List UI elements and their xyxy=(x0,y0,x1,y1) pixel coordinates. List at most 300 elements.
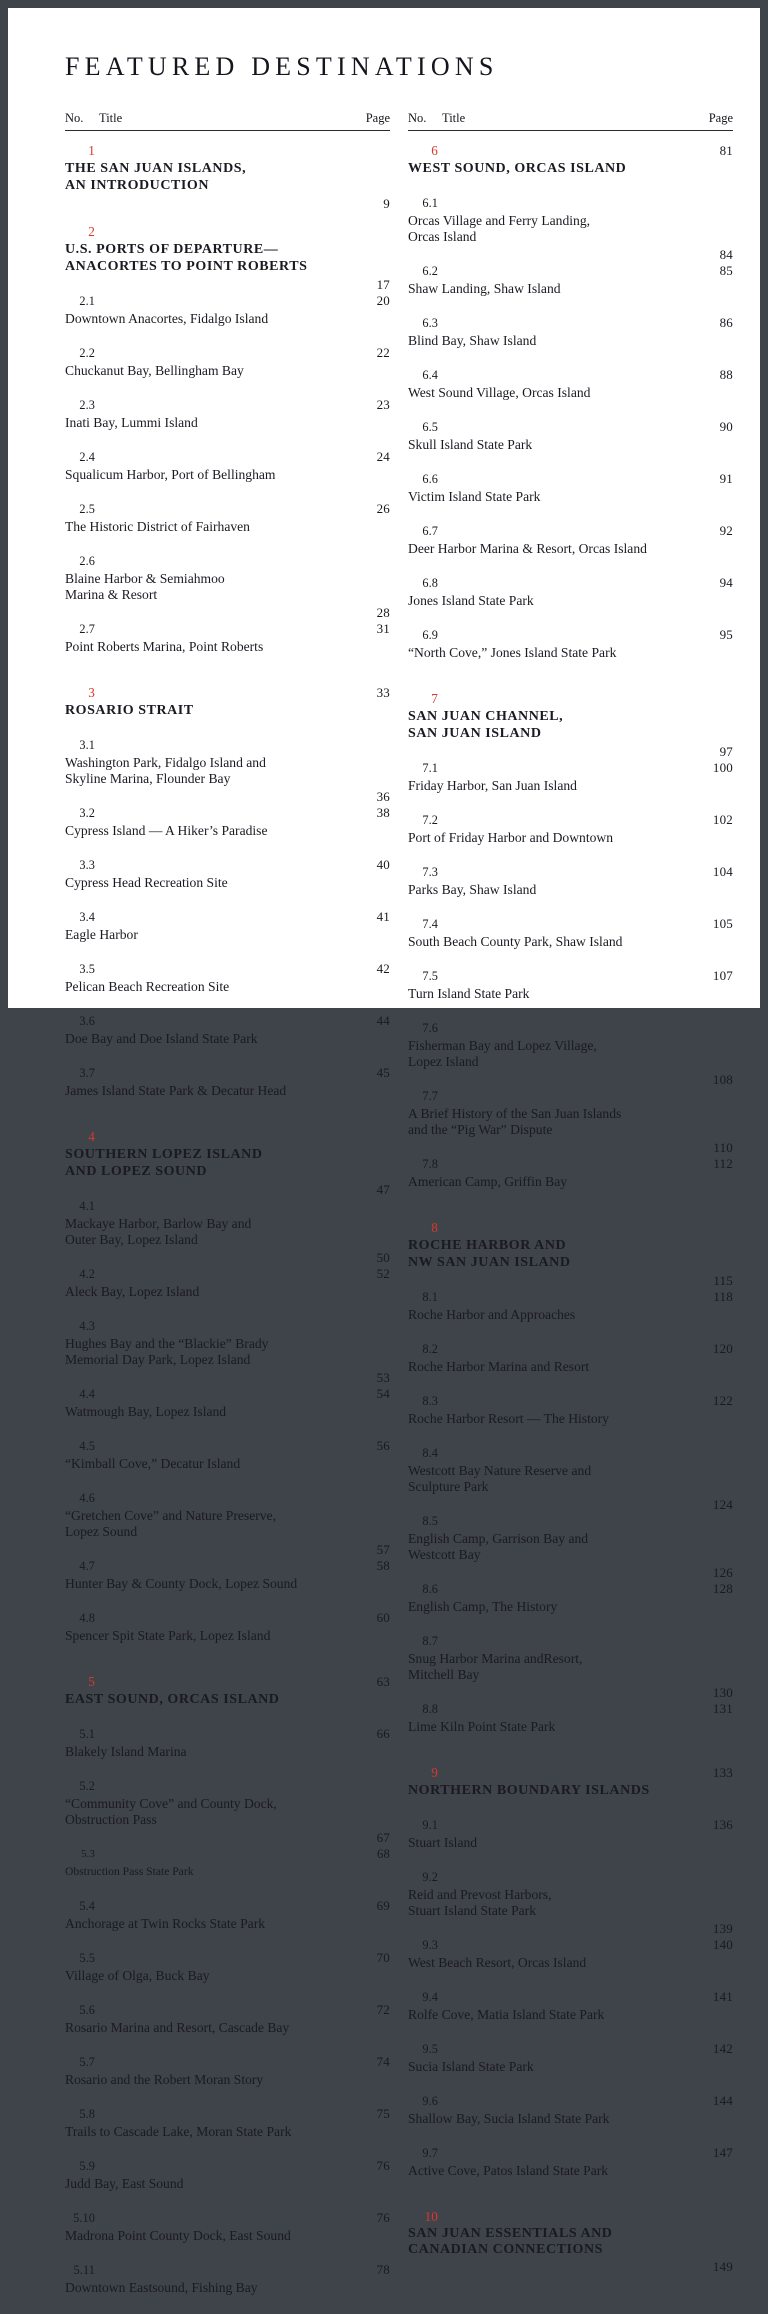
toc-entry-row[interactable] xyxy=(408,916,733,968)
entry-title xyxy=(408,2007,733,2023)
page-title: FEATURED DESTINATIONS xyxy=(65,52,499,81)
page-number: 66 xyxy=(376,1726,390,1741)
entry-number: 2.5 xyxy=(79,502,95,516)
title-line: Spencer Spit State Park, Lopez Island xyxy=(65,1628,271,1643)
page-number: 20 xyxy=(376,293,390,308)
entry-title xyxy=(65,1284,390,1300)
entry-number: 2.3 xyxy=(79,398,95,412)
entry-number: 7.3 xyxy=(422,865,438,879)
header-page-label: Page xyxy=(708,111,733,125)
toc-entry-row[interactable] xyxy=(65,1266,390,1318)
entry-number: 8.3 xyxy=(422,1394,438,1408)
entry-title xyxy=(65,2176,390,2192)
title-line: EAST SOUND, ORCAS ISLAND xyxy=(65,1692,280,1707)
toc-entry-row[interactable] xyxy=(408,1937,733,1989)
title-line: ANACORTES TO POINT ROBERTS xyxy=(65,259,308,274)
title-line: Westcott Bay xyxy=(408,1547,481,1562)
title-line: Sucia Island State Park xyxy=(408,2059,534,2074)
page-number: 23 xyxy=(376,397,390,412)
entry-number: 9.2 xyxy=(422,1870,438,1884)
title-line: Downtown Anacortes, Fidalgo Island xyxy=(65,311,269,326)
page-number: 56 xyxy=(376,1438,390,1453)
page-number: 131 xyxy=(712,1701,733,1716)
title-line: Rosario Marina and Resort, Cascade Bay xyxy=(65,2020,290,2035)
toc-entry-row[interactable] xyxy=(65,501,390,553)
toc-entry-row[interactable] xyxy=(408,1341,733,1393)
toc-entry-row[interactable] xyxy=(408,523,733,575)
entry-title xyxy=(408,882,733,898)
entry-number: 8.1 xyxy=(422,1290,438,1304)
page-number: 47 xyxy=(376,1182,390,1197)
toc-section-row[interactable] xyxy=(65,684,390,737)
toc-entry-row[interactable] xyxy=(408,1088,733,1156)
header-title-label: Title xyxy=(99,111,123,125)
toc-entry-row[interactable] xyxy=(65,2002,390,2054)
entry-title xyxy=(65,2020,390,2036)
toc-entry-row[interactable] xyxy=(65,397,390,449)
entry-number: 6.6 xyxy=(422,472,438,486)
entry-number: 3.2 xyxy=(79,806,95,820)
page-number: 126 xyxy=(712,1565,733,1580)
page-number: 141 xyxy=(712,1989,733,2004)
entry-number: 4.5 xyxy=(79,1439,95,1453)
entry-title xyxy=(65,311,390,327)
entry-number: 6.8 xyxy=(422,576,438,590)
title-line: The Historic District of Fairhaven xyxy=(65,519,250,534)
page-number: 130 xyxy=(712,1685,733,1700)
entry-title xyxy=(408,2163,733,2179)
column-header-right xyxy=(408,111,733,131)
toc-section-row[interactable] xyxy=(65,1128,390,1198)
toc-entry-row[interactable] xyxy=(65,2054,390,2106)
toc-rows-left xyxy=(65,142,390,2314)
page-number: 91 xyxy=(719,471,733,486)
entry-number: 4.7 xyxy=(79,1559,95,1573)
toc-entry-row[interactable] xyxy=(408,1445,733,1513)
entry-number: 5.1 xyxy=(79,1727,95,1741)
section-title xyxy=(408,1237,733,1271)
title-line: Lime Kiln Point State Park xyxy=(408,1719,556,1734)
page-number: 136 xyxy=(712,1817,733,1832)
title-line: “Community Cove” and County Dock, xyxy=(65,1796,277,1811)
title-line: West Sound Village, Orcas Island xyxy=(408,385,591,400)
toc-section-row[interactable] xyxy=(65,1673,390,1726)
entry-number: 7.4 xyxy=(422,917,438,931)
title-line: U.S. PORTS OF DEPARTURE— xyxy=(65,242,279,257)
page-number: 122 xyxy=(712,1393,733,1408)
entry-number: 6.7 xyxy=(422,524,438,538)
toc-entry-row[interactable] xyxy=(65,449,390,501)
page-number: 149 xyxy=(712,2259,733,2274)
toc-entry-row[interactable] xyxy=(65,2106,390,2158)
title-line: Active Cove, Patos Island State Park xyxy=(408,2163,609,2178)
page-number: 147 xyxy=(712,2145,733,2160)
toc-entry-row[interactable] xyxy=(408,812,733,864)
toc-entry-row[interactable] xyxy=(408,1817,733,1869)
toc-entry-row[interactable] xyxy=(408,1633,733,1701)
toc-entry-row[interactable] xyxy=(65,1386,390,1438)
page-number: 142 xyxy=(712,2041,733,2056)
title-line: “Kimball Cove,” Decatur Island xyxy=(65,1456,241,1471)
entry-number: 5.6 xyxy=(79,2003,95,2017)
title-line: James Island State Park & Decatur Head xyxy=(65,1083,287,1098)
toc-entry-row[interactable] xyxy=(65,1198,390,1266)
toc-entry-row[interactable] xyxy=(408,864,733,916)
toc-section-row[interactable] xyxy=(408,1764,733,1817)
page-number: 54 xyxy=(376,1386,390,1401)
entry-number: 8.7 xyxy=(422,1634,438,1648)
entry-title xyxy=(408,541,733,557)
entry-title xyxy=(408,1651,733,1683)
title-line: Jones Island State Park xyxy=(408,593,534,608)
page-number: 50 xyxy=(376,1250,390,1265)
toc-entry-row[interactable] xyxy=(65,1610,390,1662)
header-no-label: No. xyxy=(408,111,427,125)
title-line: Squalicum Harbor, Port of Bellingham xyxy=(65,467,276,482)
title-line: and the “Pig War” Dispute xyxy=(408,1122,553,1137)
entry-title xyxy=(408,1038,733,1070)
page-number: 128 xyxy=(712,1581,733,1596)
section-number: 6 xyxy=(431,143,438,158)
toc-section-row[interactable] xyxy=(408,690,733,760)
entry-number: 5.4 xyxy=(79,1899,95,1913)
title-line: THE SAN JUAN ISLANDS, xyxy=(65,161,247,176)
toc-entry-row[interactable] xyxy=(65,805,390,857)
title-line: Village of Olga, Buck Bay xyxy=(65,1968,210,1983)
toc-entry-row[interactable] xyxy=(408,1989,733,2041)
entry-title xyxy=(65,1864,390,1880)
entry-title xyxy=(408,437,733,453)
toc-entry-row[interactable] xyxy=(408,195,733,263)
toc-entry-row[interactable] xyxy=(408,1581,733,1633)
entry-number: 9.6 xyxy=(422,2094,438,2108)
title-line: Cypress Head Recreation Site xyxy=(65,875,228,890)
toc-entry-row[interactable] xyxy=(65,1438,390,1490)
title-line: English Camp, The History xyxy=(408,1599,558,1614)
title-line: Victim Island State Park xyxy=(408,489,541,504)
header-page-label: Page xyxy=(365,111,390,125)
entry-title xyxy=(408,645,733,661)
section-number: 7 xyxy=(431,691,438,706)
title-line: SAN JUAN ESSENTIALS AND xyxy=(408,2226,613,2241)
title-line: Washington Park, Fidalgo Island and xyxy=(65,755,266,770)
page-number: 68 xyxy=(377,1847,390,1861)
entry-number: 9.4 xyxy=(422,1990,438,2004)
toc-entry-row[interactable] xyxy=(408,2093,733,2145)
toc-entry-row[interactable] xyxy=(65,1778,390,1846)
title-line: Memorial Day Park, Lopez Island xyxy=(65,1352,251,1367)
entry-title xyxy=(65,519,390,535)
entry-title xyxy=(408,2111,733,2127)
entry-title xyxy=(408,385,733,401)
entry-title xyxy=(65,1968,390,1984)
entry-title xyxy=(65,1916,390,1932)
title-line: Judd Bay, East Sound xyxy=(65,2176,184,2191)
toc-entry-row[interactable] xyxy=(65,961,390,1013)
page-number: 67 xyxy=(376,1830,390,1845)
entry-number: 6.3 xyxy=(422,316,438,330)
toc-entry-row[interactable] xyxy=(408,2145,733,2197)
entry-title xyxy=(408,1411,733,1427)
toc-entry-row[interactable] xyxy=(65,2158,390,2210)
title-line: Skyline Marina, Flounder Bay xyxy=(65,771,231,786)
toc-entry-row[interactable] xyxy=(408,471,733,523)
page-number: 108 xyxy=(712,1072,733,1087)
title-line: West Beach Resort, Orcas Island xyxy=(408,1955,587,1970)
title-line: Sculpture Park xyxy=(408,1479,489,1494)
toc-section-row[interactable] xyxy=(65,142,390,212)
toc-entry-row[interactable] xyxy=(65,1558,390,1610)
title-line: Reid and Prevost Harbors, xyxy=(408,1887,552,1902)
title-line: American Camp, Griffin Bay xyxy=(408,1174,568,1189)
page-number: 57 xyxy=(376,1542,390,1557)
title-line: Skull Island State Park xyxy=(408,437,533,452)
title-line: Point Roberts Marina, Point Roberts xyxy=(65,639,264,654)
entry-title xyxy=(65,415,390,431)
toc-entry-row[interactable] xyxy=(408,627,733,679)
entry-title xyxy=(408,1463,733,1495)
toc-entry-row[interactable] xyxy=(65,1898,390,1950)
column-header-left xyxy=(65,111,390,131)
toc-entry-row[interactable] xyxy=(65,293,390,345)
page-number: 52 xyxy=(376,1266,390,1281)
title-line: NORTHERN BOUNDARY ISLANDS xyxy=(408,1783,650,1798)
page-number: 63 xyxy=(376,1674,390,1689)
entry-title xyxy=(408,1174,733,1190)
title-line: Downtown Eastsound, Fishing Bay xyxy=(65,2280,258,2295)
entry-title xyxy=(65,639,390,655)
title-line: Obstruction Pass xyxy=(65,1812,157,1827)
title-line: Hughes Bay and the “Blackie” Brady xyxy=(65,1336,269,1351)
entry-number: 8.6 xyxy=(422,1582,438,1596)
toc-entry-row[interactable] xyxy=(408,315,733,367)
entry-title xyxy=(65,1216,390,1248)
title-line: AND LOPEZ SOUND xyxy=(65,1164,208,1179)
title-line: Snug Harbor Marina andResort, xyxy=(408,1651,583,1666)
entry-title xyxy=(408,333,733,349)
page-number: 81 xyxy=(719,143,733,158)
toc-entry-row[interactable] xyxy=(65,2210,390,2262)
toc-entry-row[interactable] xyxy=(408,419,733,471)
page-number: 84 xyxy=(719,247,733,262)
page-number: 31 xyxy=(376,621,390,636)
entry-title xyxy=(65,363,390,379)
entry-title xyxy=(65,1083,390,1099)
entry-number: 5.3 xyxy=(80,1848,95,1860)
title-line: Port of Friday Harbor and Downtown xyxy=(408,830,614,845)
page-number: 112 xyxy=(713,1156,733,1171)
entry-title xyxy=(408,1719,733,1735)
entry-title xyxy=(408,2059,733,2075)
toc-entry-row[interactable] xyxy=(65,345,390,397)
toc-entry-row[interactable] xyxy=(408,968,733,1020)
page-number: 139 xyxy=(712,1921,733,1936)
entry-number: 3.6 xyxy=(79,1014,95,1028)
entry-number: 3.3 xyxy=(79,858,95,872)
title-line: AN INTRODUCTION xyxy=(65,178,209,193)
entry-title xyxy=(408,778,733,794)
title-line: Chuckanut Bay, Bellingham Bay xyxy=(65,363,244,378)
page-number: 9 xyxy=(383,196,390,211)
page-number: 90 xyxy=(719,419,733,434)
entry-title xyxy=(65,2228,390,2244)
title-line: Pelican Beach Recreation Site xyxy=(65,979,230,994)
entry-number: 9.3 xyxy=(422,1938,438,1952)
toc-entry-row[interactable] xyxy=(65,1490,390,1558)
entry-title xyxy=(65,2072,390,2088)
title-line: Orcas Village and Ferry Landing, xyxy=(408,213,591,228)
title-line: Orcas Island xyxy=(408,229,477,244)
toc-entry-row[interactable] xyxy=(65,1846,390,1898)
section-title xyxy=(65,160,390,194)
section-number: 8 xyxy=(431,1220,438,1235)
page-number: 76 xyxy=(376,2210,390,2225)
toc-entry-row[interactable] xyxy=(65,1726,390,1778)
title-line: Blakely Island Marina xyxy=(65,1744,187,1759)
toc-entry-row[interactable] xyxy=(408,1393,733,1445)
toc-section-row[interactable] xyxy=(408,1219,733,1289)
entry-number: 2.1 xyxy=(79,294,95,308)
section-title xyxy=(408,1782,733,1799)
title-line: Parks Bay, Shaw Island xyxy=(408,882,537,897)
title-line: Roche Harbor Resort — The History xyxy=(408,1411,609,1426)
page-number: 70 xyxy=(376,1950,390,1965)
section-number: 5 xyxy=(88,1674,95,1689)
entry-number: 5.9 xyxy=(79,2159,95,2173)
title-line: Outer Bay, Lopez Island xyxy=(65,1232,198,1247)
entry-title xyxy=(65,1404,390,1420)
section-title xyxy=(408,2226,733,2257)
title-line: South Beach County Park, Shaw Island xyxy=(408,934,623,949)
entry-number: 3.4 xyxy=(79,910,95,924)
title-line: Trails to Cascade Lake, Moran State Park xyxy=(65,2124,292,2139)
entry-title xyxy=(65,1796,390,1828)
page-number: 38 xyxy=(376,805,390,820)
page-number: 45 xyxy=(376,1065,390,1080)
toc-entry-row[interactable] xyxy=(408,367,733,419)
toc-entry-row[interactable] xyxy=(65,553,390,621)
toc-section-row[interactable] xyxy=(65,223,390,293)
toc-column-right xyxy=(408,111,733,2275)
toc-entry-row[interactable] xyxy=(65,1318,390,1386)
entry-title xyxy=(65,1456,390,1472)
entry-title xyxy=(65,467,390,483)
page-number: 107 xyxy=(712,968,733,983)
toc-entry-row[interactable] xyxy=(65,1065,390,1117)
toc-entry-row[interactable] xyxy=(65,909,390,961)
entry-title xyxy=(408,1887,733,1919)
title-line: Anchorage at Twin Rocks State Park xyxy=(65,1916,266,1931)
header-no-label: No. xyxy=(65,111,84,125)
entry-title xyxy=(408,934,733,950)
page-number: 144 xyxy=(712,2093,733,2108)
title-line: Marina & Resort xyxy=(65,587,158,602)
toc-entry-row[interactable] xyxy=(408,575,733,627)
page-number: 86 xyxy=(719,315,733,330)
entry-title xyxy=(408,593,733,609)
toc-entry-row[interactable] xyxy=(65,1950,390,2002)
toc-entry-row[interactable] xyxy=(408,1513,733,1581)
entry-number: 2.2 xyxy=(79,346,95,360)
title-line: Westcott Bay Nature Reserve and xyxy=(408,1463,592,1478)
page-number: 28 xyxy=(376,605,390,620)
entry-number: 2.4 xyxy=(79,450,95,464)
page-number: 17 xyxy=(376,277,390,292)
page-number: 24 xyxy=(376,449,390,464)
title-line: “North Cove,” Jones Island State Park xyxy=(408,645,617,660)
title-line: Roche Harbor and Approaches xyxy=(408,1307,576,1322)
entry-title xyxy=(65,1031,390,1047)
title-line: SAN JUAN CHANNEL, xyxy=(408,709,564,724)
title-line: “Gretchen Cove” and Nature Preserve, xyxy=(65,1508,276,1523)
title-line: Lopez Island xyxy=(408,1054,479,1069)
page-number: 100 xyxy=(712,760,733,775)
toc-rows-right xyxy=(408,142,733,2275)
toc-entry-row[interactable] xyxy=(408,1289,733,1341)
entry-number: 3.1 xyxy=(79,738,95,752)
page-number: 124 xyxy=(712,1497,733,1512)
entry-number: 9.5 xyxy=(422,2042,438,2056)
entry-number: 4.3 xyxy=(79,1319,95,1333)
toc-entry-row[interactable] xyxy=(408,760,733,812)
title-line: Obstruction Pass State Park xyxy=(65,1865,194,1878)
section-title xyxy=(65,241,390,275)
page-number: 115 xyxy=(713,1273,733,1288)
entry-number: 3.5 xyxy=(79,962,95,976)
toc-entry-row[interactable] xyxy=(408,1020,733,1088)
entry-title xyxy=(408,1955,733,1971)
toc-entry-row[interactable] xyxy=(65,857,390,909)
page-number: 60 xyxy=(376,1610,390,1625)
entry-number: 4.2 xyxy=(79,1267,95,1281)
page-number: 105 xyxy=(712,916,733,931)
title-line: ROSARIO STRAIT xyxy=(65,703,194,718)
entry-number: 8.5 xyxy=(422,1514,438,1528)
section-number: 3 xyxy=(88,685,95,700)
toc-entry-row[interactable] xyxy=(408,2041,733,2093)
toc-column-left xyxy=(65,111,390,2314)
entry-title xyxy=(65,1628,390,1644)
entry-title xyxy=(408,213,733,245)
entry-title xyxy=(65,927,390,943)
title-line: Shallow Bay, Sucia Island State Park xyxy=(408,2111,610,2126)
title-line: Blind Bay, Shaw Island xyxy=(408,333,537,348)
toc-entry-row[interactable] xyxy=(408,1701,733,1753)
entry-number: 6.1 xyxy=(422,196,438,210)
toc-entry-row[interactable] xyxy=(408,1869,733,1937)
section-title xyxy=(408,160,733,177)
toc-entry-row[interactable] xyxy=(65,2262,390,2314)
toc-entry-row[interactable] xyxy=(65,737,390,805)
toc-entry-row[interactable] xyxy=(408,263,733,315)
page-number: 74 xyxy=(376,2054,390,2069)
page-number: 88 xyxy=(719,367,733,382)
page-number: 110 xyxy=(713,1140,733,1155)
entry-title xyxy=(65,979,390,995)
entry-number: 5.8 xyxy=(79,2107,95,2121)
toc-entry-row[interactable] xyxy=(408,1156,733,1208)
entry-number: 6.4 xyxy=(422,368,438,382)
page-number: 104 xyxy=(712,864,733,879)
entry-number: 4.1 xyxy=(79,1199,95,1213)
title-line: A Brief History of the San Juan Islands xyxy=(408,1106,622,1121)
toc-entry-row[interactable] xyxy=(65,621,390,673)
toc-section-row[interactable] xyxy=(408,142,733,195)
toc-section-row[interactable] xyxy=(408,2208,733,2275)
toc-entry-row[interactable] xyxy=(65,1013,390,1065)
page-number: 92 xyxy=(719,523,733,538)
entry-title xyxy=(408,1531,733,1563)
